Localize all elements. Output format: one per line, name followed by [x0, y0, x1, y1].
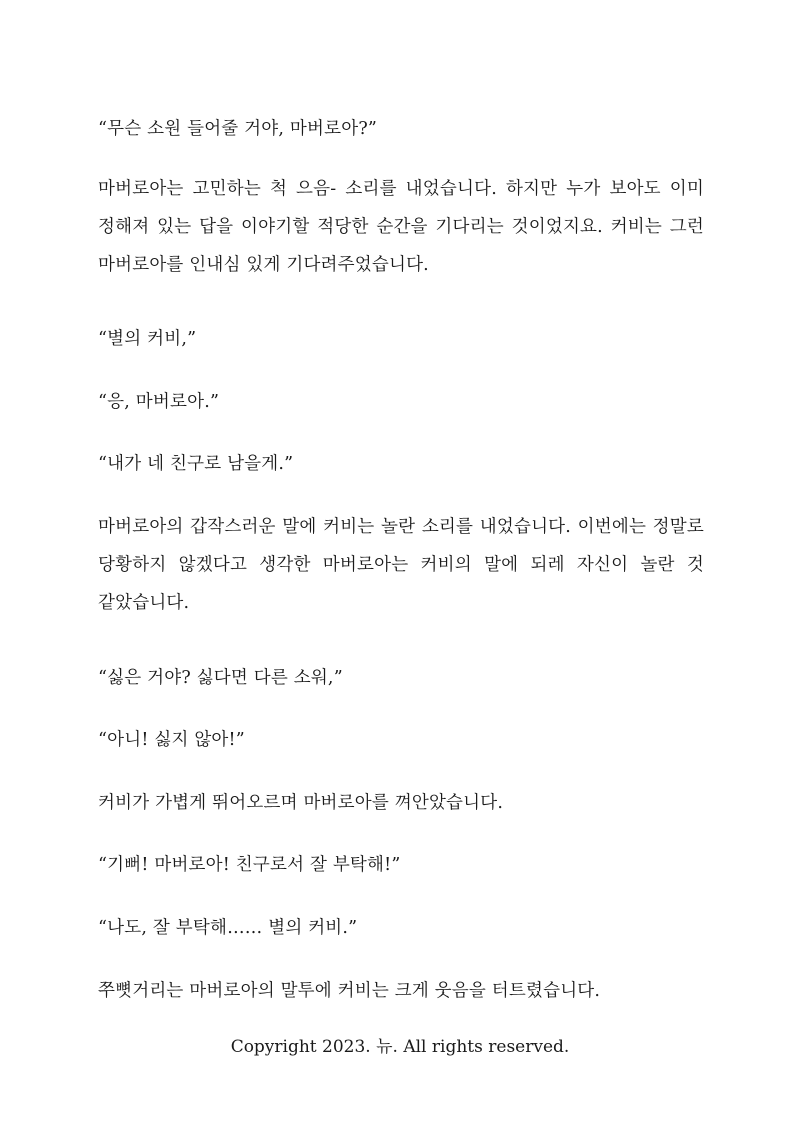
narration-paragraph: 마버로아는 고민하는 척 으음- 소리를 내었습니다. 하지만 누가 보아도 이미 정해져 있는 답을 이야기할 적당한 순간을 기다리는 것이었지요. 커비는 그런 마버로아를 인내심 있게 기다려주었습니다.	[98, 179, 704, 275]
dialogue-paragraph: “싫은 거야? 싫다면 다른 소워,”	[98, 668, 343, 688]
narration-paragraph: 마버로아의 갑작스러운 말에 커비는 놀란 소리를 내었습니다. 이번에는 정말로 당황하지 않겠다고 생각한 마버로아는 커비의 말에 되레 자신이 놀란 것 같았습니다.	[98, 517, 704, 613]
copyright-footer: Copyright 2023. 뉴. All rights reserved.	[230, 1037, 570, 1057]
narration-paragraph: 쭈뼛거리는 마버로아의 말투에 커비는 크게 웃음을 터트렸습니다.	[98, 981, 601, 1001]
dialogue-paragraph: “무슨 소원 들어줄 거야, 마버로아?”	[98, 119, 378, 139]
dialogue-paragraph: “기뻐! 마버로아! 친구로서 잘 부탁해!”	[98, 855, 401, 875]
dialogue-paragraph: “아니! 싫지 않아!”	[98, 730, 245, 750]
dialogue-paragraph: “응, 마버로아.”	[98, 392, 220, 412]
dialogue-paragraph: “별의 커비,”	[98, 329, 197, 349]
dialogue-paragraph: “나도, 잘 부탁해…… 별의 커비.”	[98, 918, 358, 938]
narration-paragraph: 커비가 가볍게 뛰어오르며 마버로아를 껴안았습니다.	[98, 793, 504, 813]
dialogue-paragraph: “내가 네 친구로 남을게.”	[98, 454, 294, 474]
